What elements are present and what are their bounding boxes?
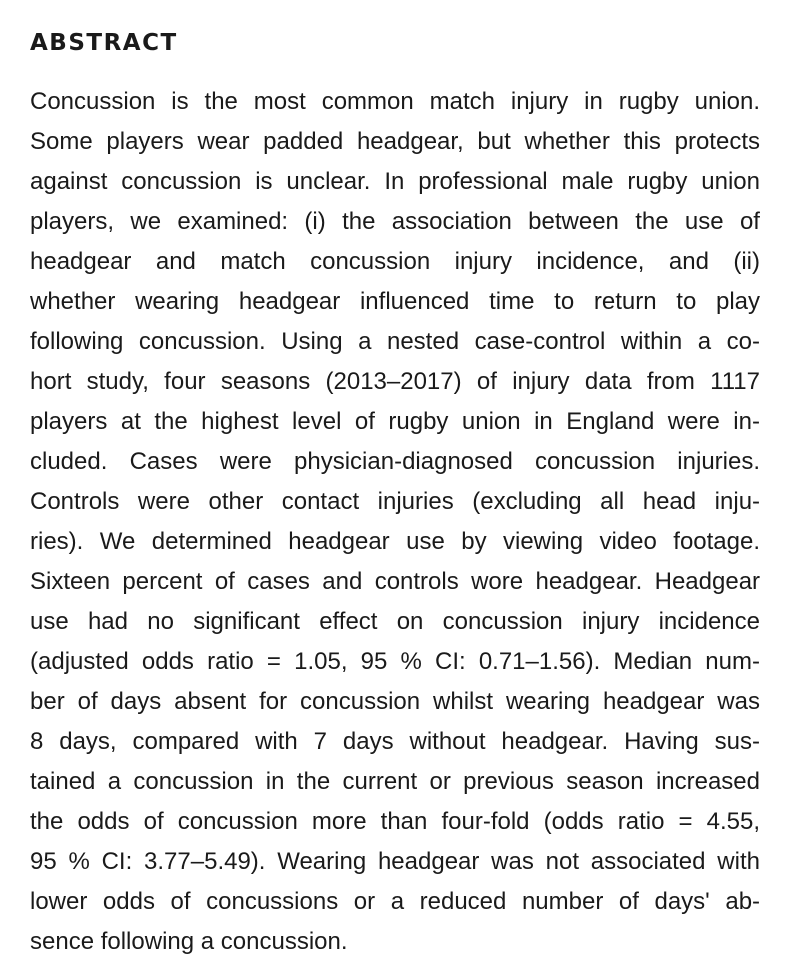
abstract-line: hort study, four seasons (2013–2017) of injury data from 1117 (30, 368, 760, 395)
abstract-line: whether wearing headgear influenced time to return to play (30, 288, 761, 315)
abstract-line: against concussion is unclear. In professional male rugby union (30, 168, 760, 195)
abstract-line: Sixteen percent of cases and controls wore headgear. Headgear (30, 568, 761, 595)
abstract-line: following concussion. Using a nested case-control within a co- (30, 328, 760, 355)
abstract-line: headgear and match concussion injury incidence, and (ii) (30, 248, 761, 275)
abstract-line: ries). We determined headgear use by viewing video footage. (30, 528, 761, 555)
abstract-line: the odds of concussion more than four-fold (odds ratio = 4.55, (30, 808, 761, 835)
abstract-line: Some players wear padded headgear, but whether this protects (30, 128, 760, 155)
abstract-line: 95 % CI: 3.77–5.49). Wearing headgear was not associated with (30, 848, 760, 875)
abstract-line: cluded. Cases were physician-diagnosed concussion injuries. (30, 448, 761, 475)
abstract-line: tained a concussion in the current or previous season increased (30, 768, 761, 795)
abstract-line: 8 days, compared with 7 days without headgear. Having sus- (30, 728, 761, 755)
abstract-line: players at the highest level of rugby union in England were in- (30, 408, 760, 435)
abstract-heading: ABSTRACT (30, 30, 178, 56)
abstract-line: use had no significant effect on concussion injury incidence (30, 608, 761, 635)
abstract-line: lower odds of concussions or a reduced number of days' ab- (30, 888, 761, 915)
abstract-line: players, we examined: (i) the association between the use of (30, 208, 760, 235)
abstract-line: Controls were other contact injuries (excluding all head inju- (30, 488, 761, 515)
abstract-line: (adjusted odds ratio = 1.05, 95 % CI: 0.71–1.56). Median num- (30, 648, 760, 675)
abstract-line: sence following a concussion. (30, 928, 348, 955)
abstract-line: Concussion is the most common match injury in rugby union. (30, 88, 761, 115)
abstract-body (30, 82, 760, 962)
abstract-line: ber of days absent for concussion whilst wearing headgear was (30, 688, 760, 715)
